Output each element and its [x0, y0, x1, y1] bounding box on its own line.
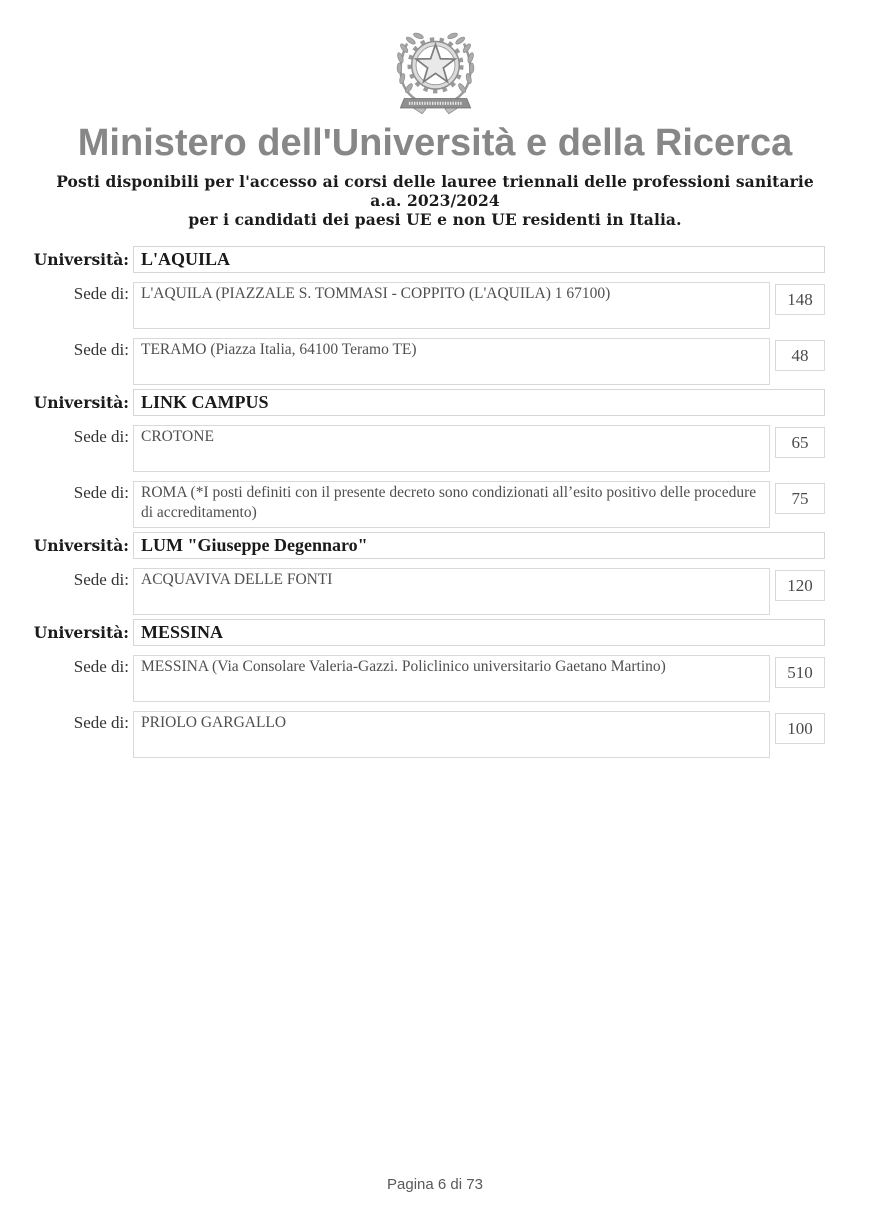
- seats-value: 100: [787, 719, 813, 738]
- site-name: L'AQUILA (PIAZZALE S. TOMMASI - COPPITO (L'AQUILA) 1 67100): [141, 285, 611, 302]
- emblem-container: [0, 0, 870, 115]
- subtitle-line-2: a.a. 2023/2024: [370, 191, 500, 210]
- seats-box: [775, 657, 825, 688]
- site-label-col: [25, 425, 129, 448]
- site-label: Sede di:: [73, 284, 129, 303]
- university-section: [25, 532, 825, 615]
- site-name-box: [133, 481, 770, 528]
- site-row: [25, 338, 825, 385]
- site-name: TERAMO (Piazza Italia, 64100 Teramo TE): [141, 341, 417, 358]
- site-name-box: [133, 338, 770, 385]
- site-name: MESSINA (Via Consolare Valeria-Gazzi. Policlinico universitario Gaetano Martino): [141, 658, 666, 675]
- university-header-row: [25, 619, 825, 646]
- university-section: [25, 619, 825, 758]
- seats-value: 48: [791, 346, 809, 365]
- document-subtitle: [0, 172, 870, 229]
- site-name: ACQUAVIVA DELLE FONTI: [141, 571, 333, 588]
- site-list: [25, 655, 825, 758]
- university-label: Università:: [33, 536, 129, 555]
- university-header-row: [25, 532, 825, 559]
- seats-box: [775, 483, 825, 514]
- site-label: Sede di:: [73, 713, 129, 732]
- site-name-box: [133, 425, 770, 472]
- site-name-box: [133, 655, 770, 702]
- site-list: [25, 568, 825, 615]
- seats-value: 120: [787, 576, 813, 595]
- site-name: PRIOLO GARGALLO: [141, 714, 287, 731]
- site-label-col: [25, 655, 129, 678]
- university-label-col: [25, 619, 129, 646]
- seats-box: [775, 340, 825, 371]
- subtitle-line-3: per i candidati dei paesi UE e non UE residenti in Italia.: [188, 210, 682, 229]
- university-label-col: [25, 246, 129, 273]
- university-label-col: [25, 389, 129, 416]
- university-name-box: [133, 389, 825, 416]
- site-list: [25, 425, 825, 528]
- seats-box: [775, 427, 825, 458]
- university-name: LUM "Giuseppe Degennaro": [141, 535, 368, 555]
- site-row: [25, 425, 825, 472]
- page-number: Pagina 6 di 73: [387, 1176, 483, 1193]
- university-name: LINK CAMPUS: [141, 392, 269, 412]
- site-label: Sede di:: [73, 657, 129, 676]
- site-label-col: [25, 338, 129, 361]
- university-label-col: [25, 532, 129, 559]
- site-label-col: [25, 481, 129, 504]
- site-list: [25, 282, 825, 385]
- site-label-col: [25, 711, 129, 734]
- seats-box: [775, 570, 825, 601]
- seats-value: 510: [787, 663, 813, 682]
- site-label: Sede di:: [73, 340, 129, 359]
- site-label: Sede di:: [73, 483, 129, 502]
- university-header-row: [25, 389, 825, 416]
- seats-value: 148: [787, 290, 813, 309]
- site-name-box: [133, 711, 770, 758]
- university-label: Università:: [33, 393, 129, 412]
- university-name-box: [133, 532, 825, 559]
- university-section: [25, 246, 825, 385]
- page-title: Ministero dell'Università e della Ricerca: [77, 122, 793, 164]
- university-label: Università:: [33, 250, 129, 269]
- site-label-col: [25, 282, 129, 305]
- site-label-col: [25, 568, 129, 591]
- site-row: [25, 711, 825, 758]
- site-row: [25, 568, 825, 615]
- site-row: [25, 282, 825, 329]
- university-name-box: [133, 246, 825, 273]
- seats-value: 65: [791, 433, 809, 452]
- site-name: CROTONE: [141, 428, 214, 445]
- university-label: Università:: [33, 623, 129, 642]
- site-label: Sede di:: [73, 427, 129, 446]
- site-name: ROMA (*I posti definiti con il presente decreto sono condizionati all’esito positivo delle procedure di accreditamento): [141, 484, 757, 521]
- university-header-row: [25, 246, 825, 273]
- university-name-box: [133, 619, 825, 646]
- site-label: Sede di:: [73, 570, 129, 589]
- seats-box: [775, 713, 825, 744]
- site-name-box: [133, 568, 770, 615]
- site-row: [25, 655, 825, 702]
- italian-republic-emblem-icon: [388, 102, 483, 119]
- site-row: [25, 481, 825, 528]
- university-name: MESSINA: [141, 622, 224, 642]
- university-section: [25, 389, 825, 528]
- university-list: [0, 246, 870, 758]
- seats-value: 75: [791, 489, 809, 508]
- subtitle-line-1: Posti disponibili per l'accesso ai corsi delle lauree triennali delle professioni sanitarie: [56, 172, 814, 191]
- university-name: L'AQUILA: [141, 249, 231, 269]
- site-name-box: [133, 282, 770, 329]
- seats-box: [775, 284, 825, 315]
- page-footer: [0, 1176, 870, 1193]
